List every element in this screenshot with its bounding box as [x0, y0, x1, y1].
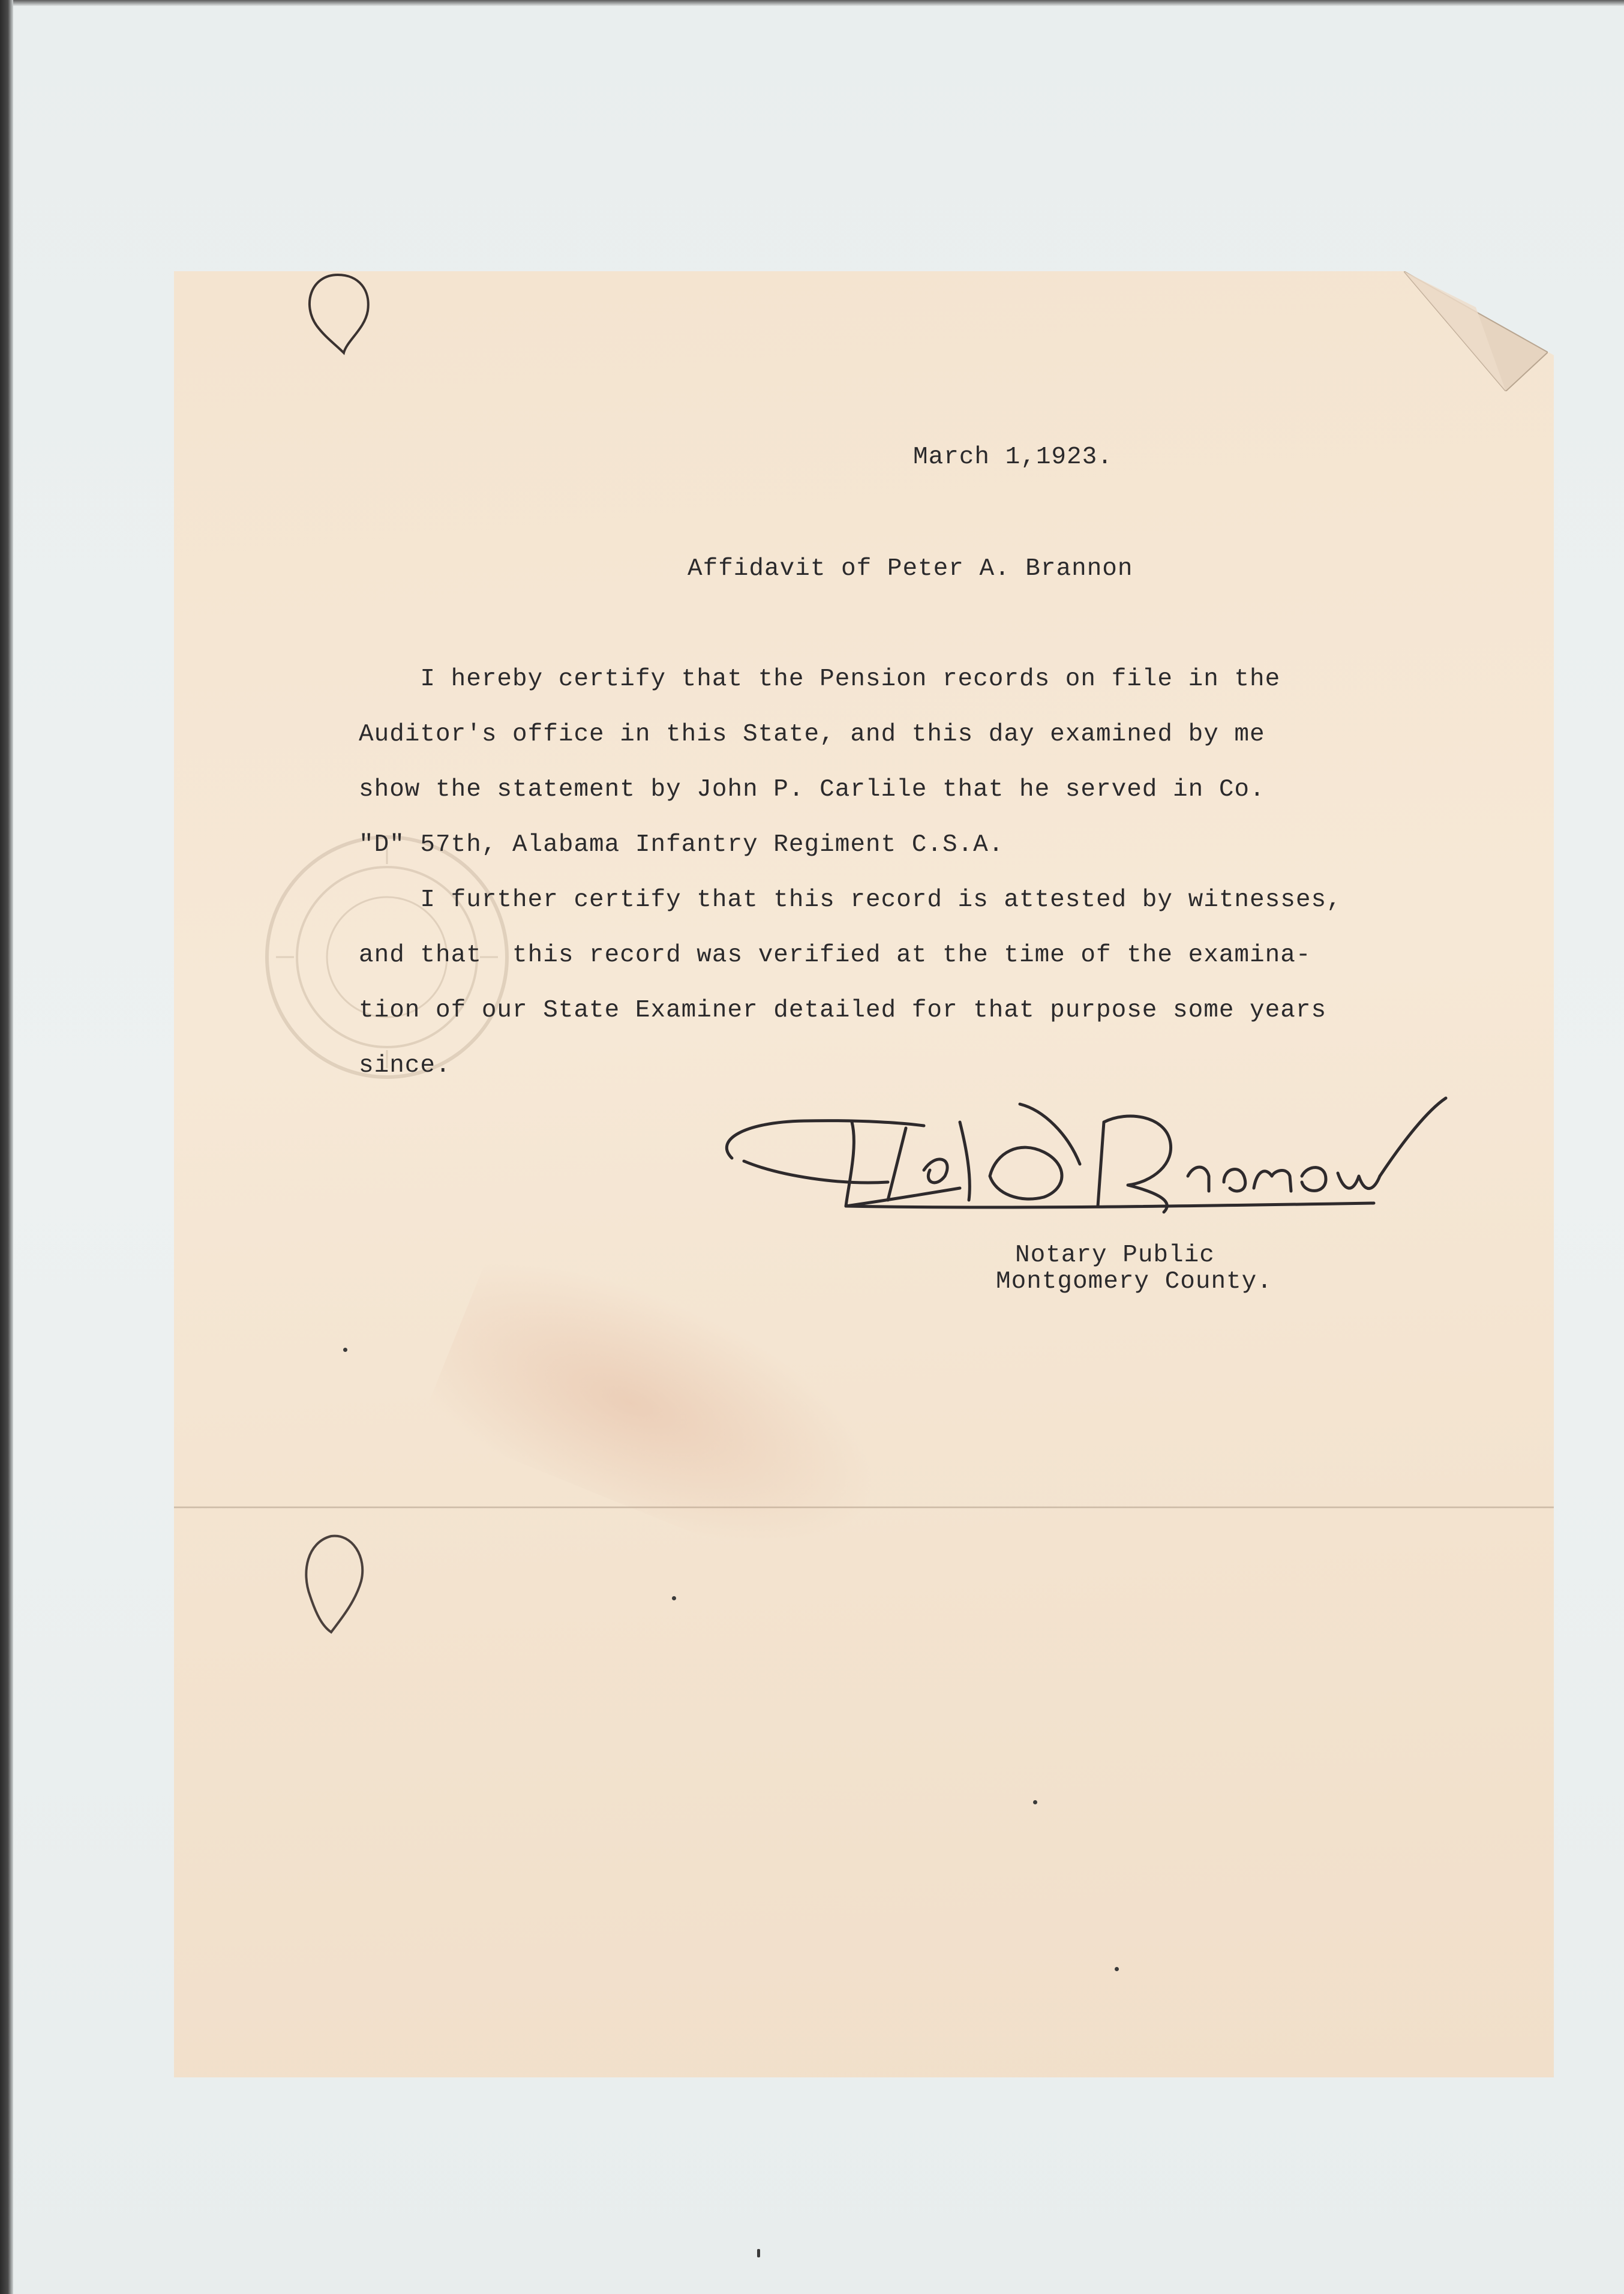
signature [708, 1086, 1452, 1230]
punch-hole-top [293, 269, 383, 359]
body-line-3: show the statement by John P. Carlile that he served in Co. [359, 776, 1265, 803]
body-line-8: since. [359, 1052, 451, 1079]
body-line-5: I further certify that this record is attested by witnesses, [359, 886, 1342, 914]
paper-speck [1115, 1967, 1119, 1971]
scan-top-edge [0, 0, 1624, 6]
paper-speck [672, 1596, 676, 1600]
paper-speck [757, 2249, 760, 2257]
body-line-1: I hereby certify that the Pension records on file in the [359, 665, 1281, 693]
document-date: March 1,1923. [913, 443, 1113, 471]
body-line-6: and that this record was verified at the time of the examina- [359, 941, 1311, 969]
body-line-2: Auditor's office in this State, and this day examined by me [359, 721, 1265, 748]
scan-left-edge [0, 0, 13, 2294]
body-line-4: "D" 57th, Alabama Infantry Regiment C.S.A. [359, 831, 1004, 859]
signer-county: Montgomery County. [996, 1268, 1272, 1296]
document-title: Affidavit of Peter A. Brannon [688, 555, 1133, 583]
paper-speck [343, 1348, 347, 1352]
paper-speck [1033, 1800, 1037, 1804]
punch-hole-bottom [289, 1530, 379, 1638]
body-line-7: tion of our State Examiner detailed for that purpose some years [359, 997, 1327, 1024]
signer-title: Notary Public [1015, 1242, 1215, 1269]
folded-corner [1404, 271, 1548, 391]
